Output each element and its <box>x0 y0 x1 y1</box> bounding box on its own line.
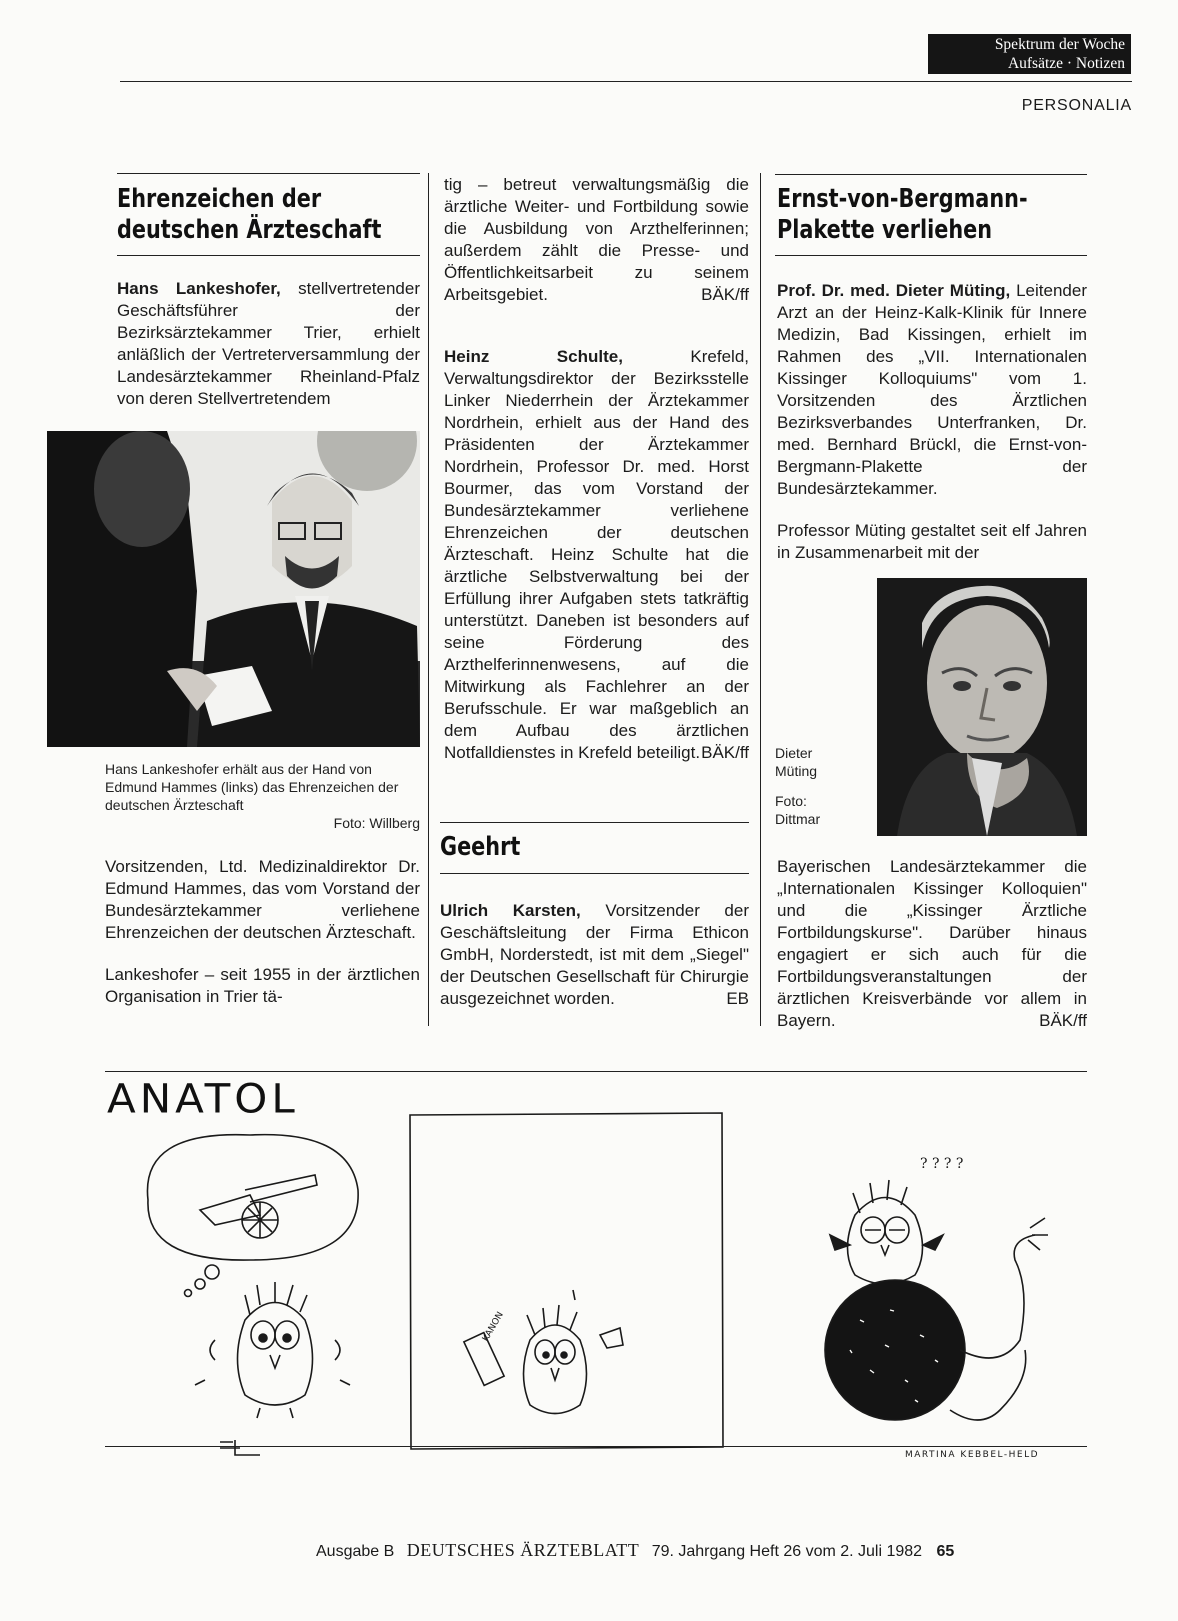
article-lankeshofer-intro <box>117 278 420 430</box>
signature: BÄK/ff <box>701 285 749 304</box>
cartoon-strip <box>100 1110 1090 1470</box>
rule <box>117 173 420 174</box>
article-schulte <box>444 346 749 784</box>
cartoon-drawing <box>100 1110 1090 1470</box>
person-name: Ulrich Karsten, <box>440 901 581 920</box>
person-name: Prof. Dr. med. Dieter Müting, <box>777 281 1011 300</box>
headline-ehrenzeichen <box>117 184 381 246</box>
article-text: Vorsitzender der Geschäftsleitung der Firma Ethicon GmbH, Norderstedt, ist mit dem „Siegel" der Deutschen Gesellschaft für Chirurgie ausgezeichnet worden. <box>440 901 749 1008</box>
headline-line: Plakette verliehen <box>777 215 993 245</box>
article-text: Krefeld, Verwaltungsdirektor der Bezirksstelle Linker Niederrhein der Ärztekammer Nordrhein, erhielt aus der Hand des Präsidenten der Ärztekammer Nordrhein, Professor Dr. med. Horst Bourmer, das vom Vorstand der Bundesärztekammer verliehene Ehrenzeichen der deutschen Ärzteschaft. Heinz Schulte hat die ärztliche Selbstverwaltung bei der Erfüllung ihrer Aufgaben stets tatkräftig unterstützt. Daneben ist besonders auf seine Förderung des Arzthelferinnenwesens, auf die Mitwirkung als Fachlehrer an der Berufsschule. Er war maßgeblich an dem Aufbau des ärztlichen Notfalldienstes in Krefeld beteiligt. <box>444 347 749 762</box>
article-text: Vorsitzenden, Ltd. Medizinaldirektor Dr. Edmund Hammes, das vom Vorstand der Bundesärztekammer verliehene Ehrenzeichen der deutschen Ärzteschaft. <box>105 857 420 942</box>
article-text: Lankeshofer – seit 1955 in der ärztlichen Organisation in Trier tä- <box>105 965 420 1006</box>
page-footer <box>316 1540 954 1561</box>
headline-line: deutschen Ärzteschaft <box>117 215 382 245</box>
caption-text: Dieter <box>775 745 813 761</box>
badge-line-2: Aufsätze · Notizen <box>1007 55 1125 72</box>
photo-mueting <box>877 578 1087 836</box>
article-text: stellvertretender Geschäftsführer der Bezirksärztekammer Trier, erhielt anläßlich der Vertreterversammlung der Landesärztekammer Rheinland-Pfalz von deren Stellvertretendem <box>117 279 420 408</box>
article-text: Leitender Arzt an der Heinz-Kalk-Klinik für Innere Medizin, Bad Kissingen, erhielt im Rahmen des „VII. Internationalen Kissinger Kolloquiums" vom 1. Vorsitzenden des Ärztlichen Bezirksverbandes Unterfranken, Dr. med. Bernhard Brückl, die Ernst-von-Bergmann-Plakette der Bundesärztekammer. <box>777 281 1087 498</box>
signature: EB <box>726 989 749 1008</box>
rule <box>117 255 420 256</box>
photo-caption-lankeshofer <box>105 760 420 832</box>
photo-lankeshofer <box>47 431 420 747</box>
footer-edition: Ausgabe B <box>316 1543 395 1560</box>
footer-masthead: DEUTSCHES ÄRZTEBLATT <box>406 1540 640 1560</box>
article-mueting <box>777 280 1087 584</box>
can-label: KANON <box>480 1310 506 1344</box>
cartoon-top-rule <box>105 1071 1087 1072</box>
column-divider <box>428 173 429 1026</box>
article-mueting-continued <box>777 856 1087 1052</box>
caption-text: Hans Lankeshofer erhält aus der Hand von Edmund Hammes (links) das Ehrenzeichen der deutschen Ärzteschaft <box>105 761 399 813</box>
photo-caption-mueting <box>775 744 875 828</box>
cartoon-title: ANATOL <box>107 1075 299 1122</box>
rule <box>440 822 749 823</box>
signature: BÄK/ff <box>1039 1011 1087 1030</box>
caption-credit: Foto: <box>775 793 807 809</box>
cartoon-artist: MARTINA KEBBEL-HELD <box>905 1450 1040 1460</box>
cartoon-bottom-rule <box>105 1446 1087 1447</box>
caption-text: Müting <box>775 763 818 779</box>
photo-lankeshofer-image <box>47 431 420 747</box>
section-label: PERSONALIA <box>1021 97 1132 114</box>
headline-line: Ernst-von-Bergmann- <box>777 184 1028 214</box>
article-text: tig – betreut verwaltungsmäßig die ärztliche Weiter- und Fortbildung sowie die Ausbildung von Arzthelferinnen; außerdem zählt die Presse- und Öffentlichkeitsarbeit zu seinem Arbeitsgebiet. <box>444 175 749 304</box>
article-lankeshofer-body <box>105 856 420 1028</box>
section-badge <box>928 34 1131 74</box>
person-name: Heinz Schulte, <box>444 347 623 366</box>
rule <box>775 255 1087 256</box>
article-text: Bayerischen Landesärztekammer die „Internationalen Kissinger Kolloquien" und die „Kissinger Ärztliche Fortbildungskurse". Darüber hinaus engagiert er sich auch für die Fortbildungsveranstaltungen der ärztlichen Kreisverbände vor allem in Bayern. <box>777 857 1087 1030</box>
article-text: Professor Müting gestaltet seit elf Jahren in Zusammenarbeit mit der <box>777 521 1087 562</box>
headline-line: Ehrenzeichen der <box>117 184 322 214</box>
photo-mueting-image <box>877 578 1087 836</box>
headline-bergmann <box>777 184 1028 246</box>
rule <box>775 174 1087 175</box>
headline-geehrt: Geehrt <box>440 832 521 862</box>
signature: BÄK/ff <box>701 743 749 762</box>
caption-credit: Dittmar <box>775 811 821 827</box>
article-lankeshofer-continued <box>444 174 749 326</box>
article-karsten <box>440 900 749 1030</box>
snore-marks: ? ? ? ? <box>920 1156 964 1172</box>
column-divider <box>760 173 761 1026</box>
person-name: Hans Lankeshofer, <box>117 279 281 298</box>
page-number: 65 <box>936 1543 955 1560</box>
header-rule <box>120 81 1132 82</box>
footer-issue: 79. Jahrgang Heft 26 vom 2. Juli 1982 <box>651 1543 923 1560</box>
rule <box>440 873 749 874</box>
caption-credit: Foto: Willberg <box>333 815 420 831</box>
badge-line-1: Spektrum der Woche <box>994 36 1125 53</box>
